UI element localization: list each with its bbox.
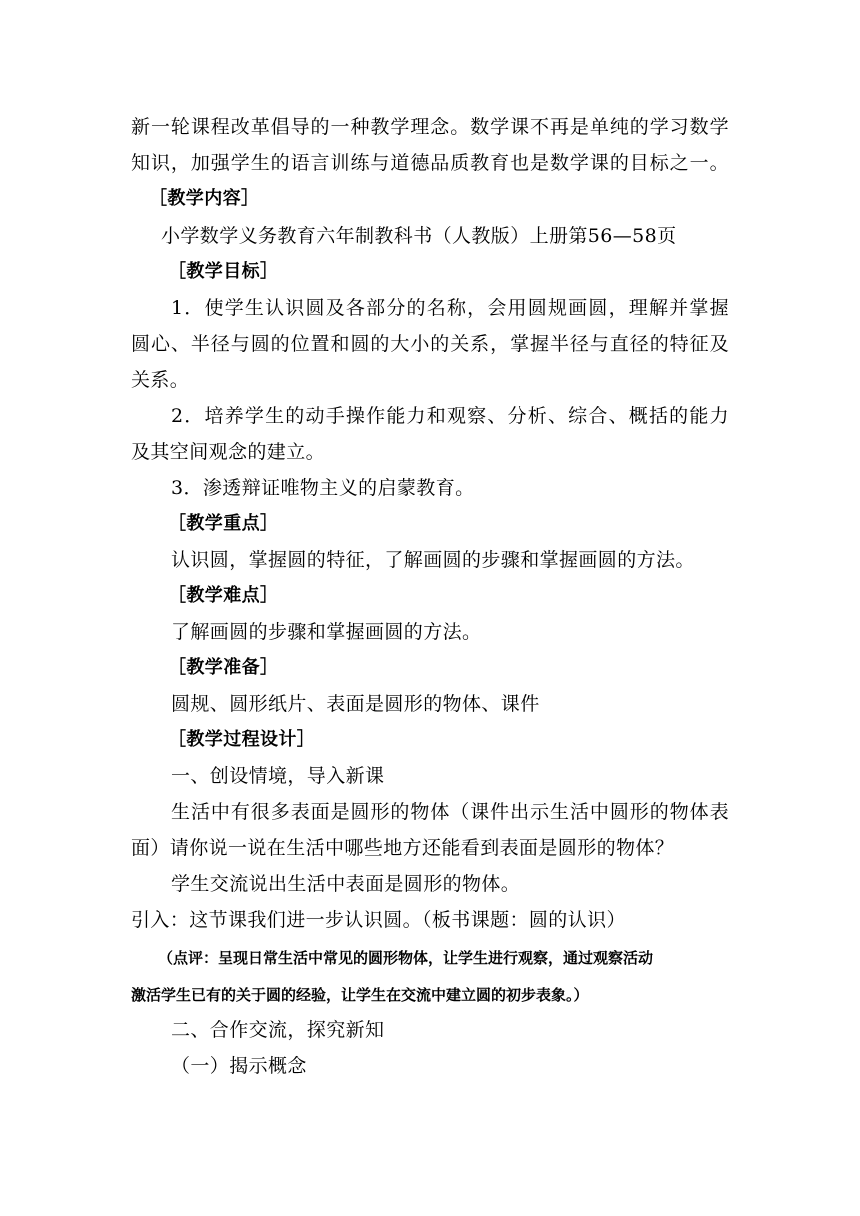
goal-2-line-1: 2．培养学生的动手操作能力和观察、分析、综合、概括的能力 [171,405,729,427]
preparation-text: 圆规、圆形纸片、表面是圆形的物体、课件 [171,693,540,715]
intro-line-1: 新一轮课程改革倡导的一种教学理念。数学课不再是单纯的学习数学 [131,116,729,138]
comment-line-2: 激活学生已有的关于圆的经验，让学生在交流中建立圆的初步表象。） [131,986,589,1004]
difficulties-text: 了解画圆的步骤和掌握画圆的方法。 [171,621,482,643]
goal-1-line-1: 1．使学生认识圆及各部分的名称，会用圆规画圆，理解并掌握 [171,297,729,319]
goal-1-line-3: 关系。 [131,369,190,391]
goal-3: 3．渗透辩证唯物主义的启蒙教育。 [171,477,475,499]
comment-line-1: （点评：呈现日常生活中常见的圆形物体，让学生进行观察，通过观察活动 [158,949,654,967]
part-1-title: 一、创设情境，导入新课 [171,765,385,787]
subsection-1-title: （一）揭示概念 [171,1055,307,1077]
content-text: 小学数学义务教育六年制教科书（人教版）上册第56—58页 [161,225,677,247]
paragraph-3: 引入：这节课我们进一步认识圆。（板书课题：圆的认识） [131,909,626,931]
content-heading: ［教学内容］ [149,188,260,209]
key-points-heading: ［教学重点］ [168,513,279,534]
paragraph-2: 学生交流说出生活中表面是圆形的物体。 [171,873,521,895]
goals-heading: ［教学目标］ [168,261,279,282]
difficulties-heading: ［教学难点］ [168,585,279,606]
goal-1-line-2: 圆心、半径与圆的位置和圆的大小的关系，掌握半径与直径的特征及 [131,333,729,355]
paragraph-1-line-2: 面）请你说一说在生活中哪些地方还能看到表面是圆形的物体？ [131,837,675,859]
goal-2-line-2: 及其空间观念的建立。 [131,441,326,463]
paragraph-1-line-1: 生活中有很多表面是圆形的物体（课件出示生活中圆形的物体表 [171,801,729,823]
preparation-heading: ［教学准备］ [168,657,279,678]
intro-line-2: 知识，加强学生的语言训练与道德品质教育也是数学课的目标之一。 [131,152,729,174]
process-heading: ［教学过程设计］ [168,729,316,750]
part-2-title: 二、合作交流，探究新知 [171,1019,385,1041]
key-points-text: 认识圆，掌握圆的特征，了解画圆的步骤和掌握画圆的方法。 [171,549,695,571]
